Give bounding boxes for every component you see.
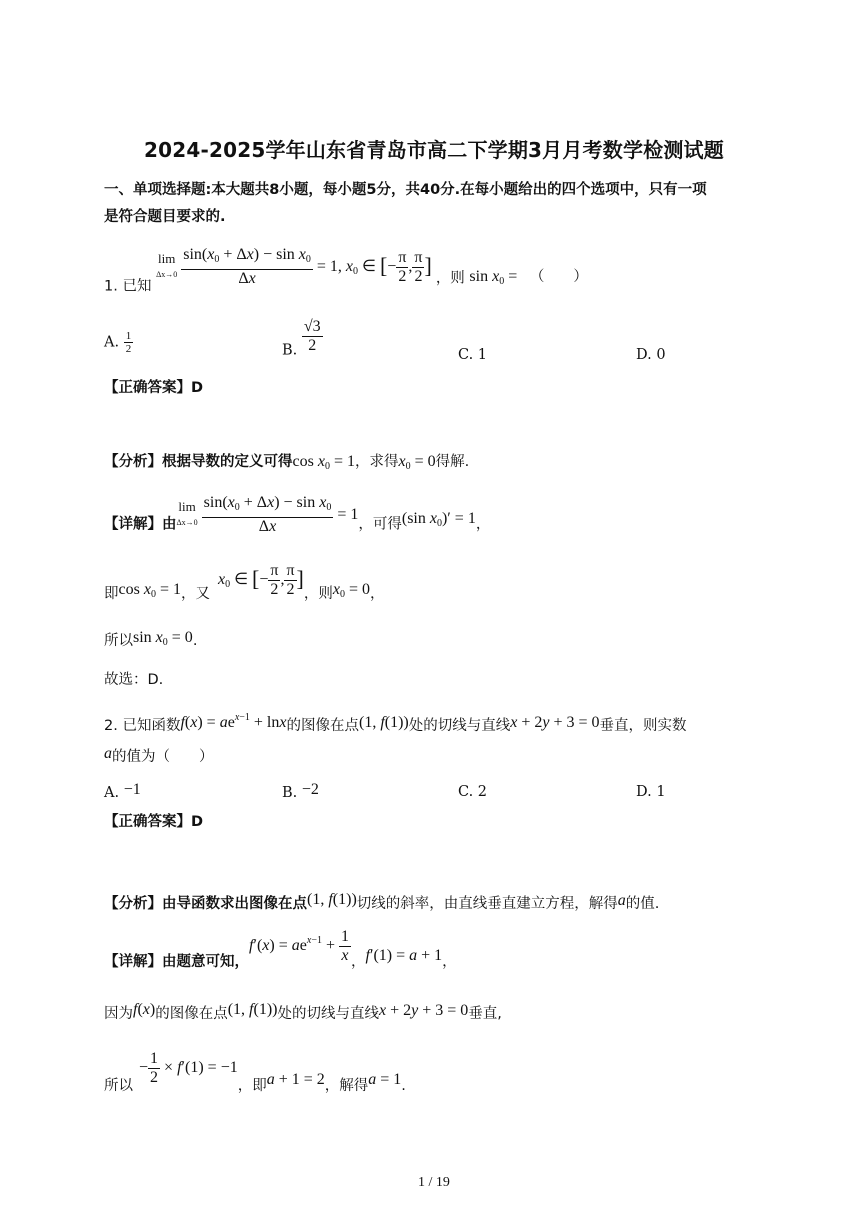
q1-detail-line4: 所以$\sin x_0 = 0$.	[104, 629, 198, 649]
q1-stem: 1. 已知 lim Δx→0 $\frac{\sin(x_0 + \Delta x) - \sin x_0}{\Delta x}$ = 1, $x_0$ ∈ [− $\frac{\pi}{2}$ , $\frac{\pi}{2}$ ] ，则 $\sin x_0$ = （ ）	[104, 246, 588, 295]
q2-detail: 【详解】由题意可知，$f'(x) = ae^{x-1}$ + $\frac{1}{x}$ ，f′(1) = a + 1，	[104, 928, 457, 971]
section-heading: 一、单项选择题:本大题共8小题，每小题5分，共40分.在每小题给出的四个选项中，只有一项	[104, 182, 707, 198]
q2-option-c: C. 2	[458, 784, 488, 800]
q1-option-c: C. 1	[458, 347, 488, 363]
q2-option-a: A. −1	[104, 781, 141, 801]
section-heading-cont: 是符合题目要求的.	[104, 209, 226, 225]
q1-detail-line3: 即$\cos x_0 = 1$，又$x_0$ ∈ [− $\frac{\pi}{2}$ , $\frac{\pi}{2}$ ]，则$x_0 = 0$，	[104, 562, 385, 603]
q2-option-b: B. −2	[282, 781, 319, 801]
q2-option-d: D. 1	[636, 784, 666, 800]
q1-option-d: D. 0	[636, 347, 666, 363]
q2-stem-cont: a的值为（ ）	[104, 745, 214, 765]
q1-answer: 【正确答案】D	[104, 380, 204, 396]
page-title: 2024-2025学年山东省青岛市高二下学期3月月考数学检测试题	[144, 138, 724, 162]
page-number: 1 / 19	[418, 1175, 450, 1190]
q2-stem: 2. 已知函数$f(x) = ae^{x-1} + \ln x$的图像在点(1, f(1))处的切线与直线x + 2y + 3 = 0垂直，则实数	[104, 712, 687, 734]
q1-option-a: A. $\frac{1}{2}$	[104, 330, 132, 355]
q2-answer: 【正确答案】D	[104, 814, 204, 830]
q1-detail: 【详解】由lim Δx→0 $\frac{\sin(x_0 + \Delta x) - \sin x_0}{\Delta x}$ = 1，可得(sin $x_0)' = 1$，	[104, 494, 491, 535]
q1-limit-formula: lim Δx→0 $\frac{\sin(x_0 + \Delta x) - \sin x_0}{\Delta x}$ = 1, $x_0$ ∈ [− $\frac{\pi}{2}$ , $\frac{\pi}{2}$ ]	[156, 246, 432, 287]
q1-option-b: B. $\frac{√3}{2}$	[282, 318, 321, 359]
q2-detail-line3: 因为f(x)的图像在点(1, f(1))处的切线与直线x + 2y + 3 = 0垂直,	[104, 1001, 502, 1022]
q2-detail-line4: 所以− $\frac{1}{2}$ × f′(1) = −1，即a + 1 = 2，解得a = 1.	[104, 1050, 406, 1095]
q1-choose: 故选：D.	[104, 672, 164, 688]
q2-analysis: 【分析】由导函数求出图像在点(1, f(1))切线的斜率，由直线垂直建立方程，解得a的值.	[104, 891, 660, 912]
q1-analysis: 【分析】根据导数的定义可得$\cos x_0 = 1$，求得$x_0 = 0$得解.	[104, 453, 470, 472]
